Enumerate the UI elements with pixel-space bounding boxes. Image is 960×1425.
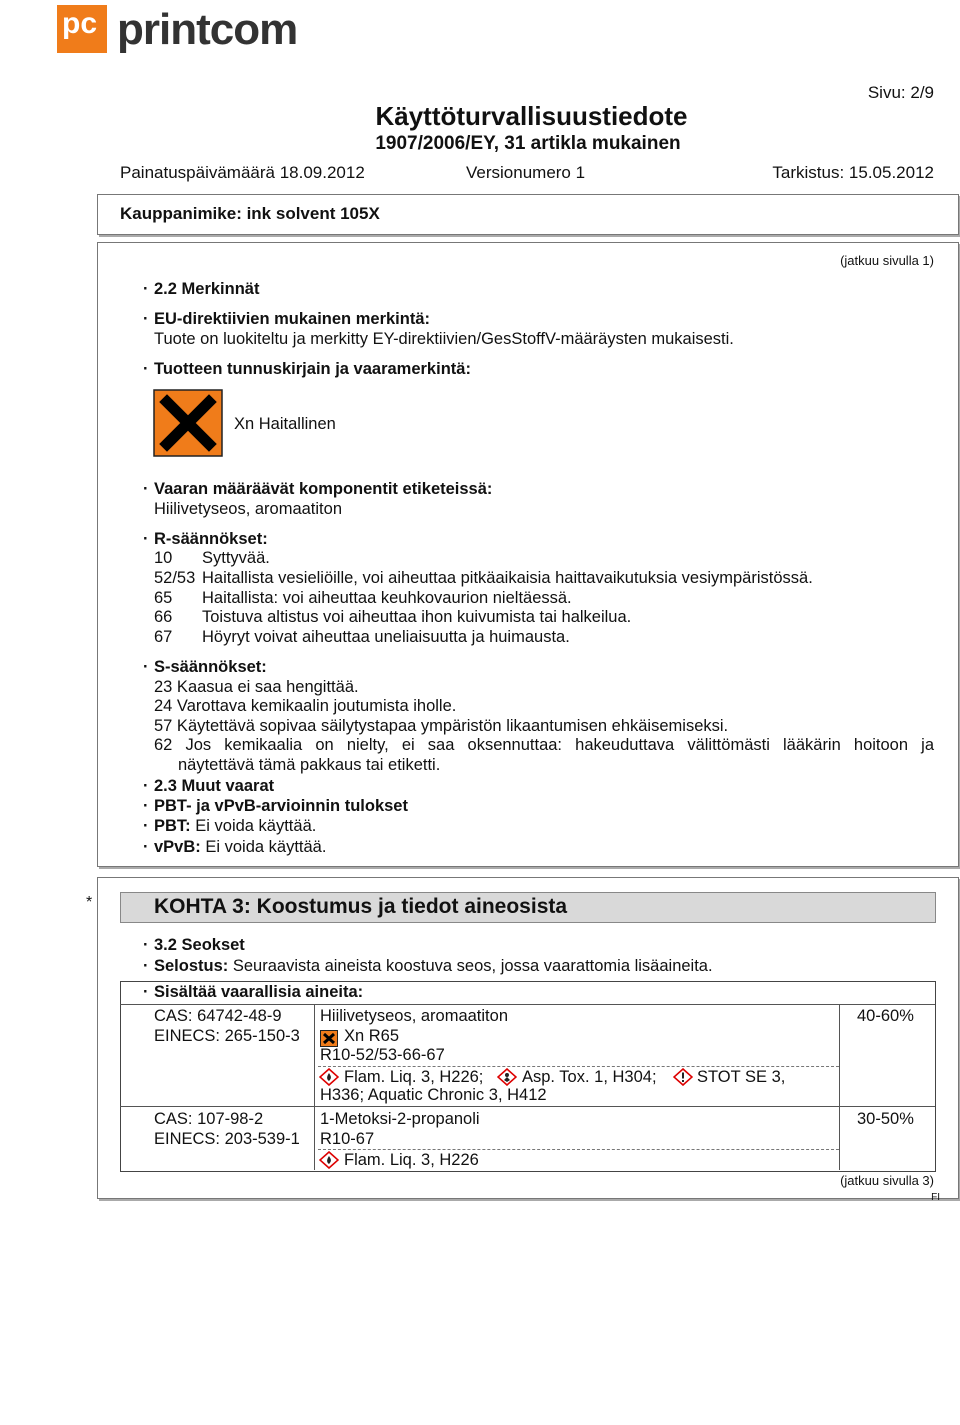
s-phrase: 57 Käytettävä sopivaa säilytystapaa ympäristön likaantumisen ehkäisemiseksi. [154,717,729,735]
document-title: Käyttöturvallisuustiedote [375,101,688,131]
cas-number: CAS: 64742-48-9 [154,1007,282,1025]
changed-marker: * [86,894,93,911]
ghs-classification: Asp. Tox. 1, H304; [522,1068,657,1086]
substance-name: Hiilivetyseos, aromaatiton [320,1007,508,1025]
document-subtitle: 1907/2006/EY, 31 artikla mukainen [375,133,681,154]
flame-icon [319,1151,339,1169]
heading-2-3: · 2.3 Muut vaarat [154,777,274,796]
description-line: · Selostus: Seuraavista aineista koostuva seos, jossa vaarattomia lisäaineita. [154,957,713,976]
pbt-line: · PBT: Ei voida käyttää. [154,817,316,836]
r-classification: R10-52/53-66-67 [320,1046,445,1064]
ghs-classification: Flam. Liq. 3, H226; [344,1068,484,1086]
r-phrase: 65 Haitallista: voi aiheuttaa keuhkovaurion nieltäessä. [154,589,572,607]
table-divider [839,1004,840,1106]
language-code: FI [931,1192,940,1203]
section3-heading-bar [120,892,936,923]
s-phrase: 24 Varottava kemikaalin joutumista iholle. [154,697,457,715]
einecs-number: EINECS: 203-539-1 [154,1130,300,1148]
heading-s-phrases: · S-säännökset: [154,658,267,677]
ghs-classification: STOT SE 3, [697,1068,786,1086]
eu-text: Tuote on luokiteltu ja merkitty EY-direktiivien/GesStoffV-määräysten mukaisesti. [154,330,734,348]
section3-heading: KOHTA 3: Koostumus ja tiedot aineosista [154,895,568,918]
heading-components: · Vaaran määräävät komponentit etiketeissä: [154,480,492,499]
ghs-classification: Flam. Liq. 3, H226 [344,1151,479,1169]
trade-name: Kauppanimike: ink solvent 105X [120,204,380,223]
substance-name: 1-Metoksi-2-propanoli [320,1110,480,1128]
r-phrase: 52/53 Haitallista vesieliöille, voi aiheuttaa pitkäaikaisia haittavaikutuksia vesiympäristössä. [154,569,813,587]
table-divider [120,1106,935,1107]
symbol-label: Xn Haitallinen [234,415,336,433]
cas-number: CAS: 107-98-2 [154,1110,264,1128]
print-date: Painatuspäivämäärä 18.09.2012 [120,163,365,182]
logo-mark-text: pc [62,7,98,40]
vpvb-line: · vPvB: Ei voida käyttää. [154,838,326,857]
heading-contains: · Sisältää vaarallisia aineita: [154,983,363,1002]
r-classification: R10-67 [320,1130,375,1148]
continued-to: (jatkuu sivulla 3) [840,1173,934,1188]
concentration: 30-50% [857,1110,914,1128]
heading-eu: · EU-direktiivien mukainen merkintä: [154,310,430,329]
table-divider [314,1107,315,1170]
logo-mark [57,5,107,53]
version-number: Versionumero 1 [466,163,586,182]
logo-text: printcom [117,5,298,54]
s-phrase: 23 Kaasua ei saa hengittää. [154,678,359,696]
harmful-x-small-icon [320,1030,338,1047]
components-text: Hiilivetyseos, aromaatiton [154,500,342,518]
table-divider [839,1107,840,1170]
continued-from: (jatkuu sivulla 1) [840,253,934,268]
dashed-divider [318,1149,839,1150]
heading-symbol: · Tuotteen tunnuskirjain ja vaaramerkintä: [154,360,471,379]
xn-classification: Xn R65 [344,1027,400,1045]
table-divider [314,1004,315,1106]
concentration: 40-60% [857,1007,914,1025]
r-phrase: 66 Toistuva altistus voi aiheuttaa ihon kuivumista tai halkeilua. [154,608,632,626]
flame-icon [319,1068,339,1086]
harmful-x-icon [153,389,223,457]
dashed-divider [318,1066,839,1067]
revision-date: Tarkistus: 15.05.2012 [772,163,934,182]
ghs-classification-continued: H336; Aquatic Chronic 3, H412 [320,1086,547,1104]
s-phrase: 62 Jos kemikaalia on nielty, ei saa oksennuttaa: hakeuduttava välittömästi lääkärin hoitoon ja [154,736,934,754]
heading-pbt-results: · PBT- ja vPvB-arvioinnin tulokset [154,797,408,816]
heading-2-2: · 2.2 Merkinnät [154,280,259,299]
heading-3-2: · 3.2 Seokset [154,936,245,955]
exclamation-icon [673,1068,693,1086]
r-phrase: 10 Syttyvää. [154,549,270,567]
heading-r-phrases: · R-säännökset: [154,530,268,549]
health-hazard-icon [497,1068,517,1086]
s-phrase-continued: näytettävä tämä pakkaus tai etiketti. [178,756,441,774]
r-phrase: 67 Höyryt voivat aiheuttaa uneliaisuutta ja huimausta. [154,628,570,646]
einecs-number: EINECS: 265-150-3 [154,1027,300,1045]
page-number: Sivu: 2/9 [867,83,934,102]
table-divider [120,1004,935,1005]
